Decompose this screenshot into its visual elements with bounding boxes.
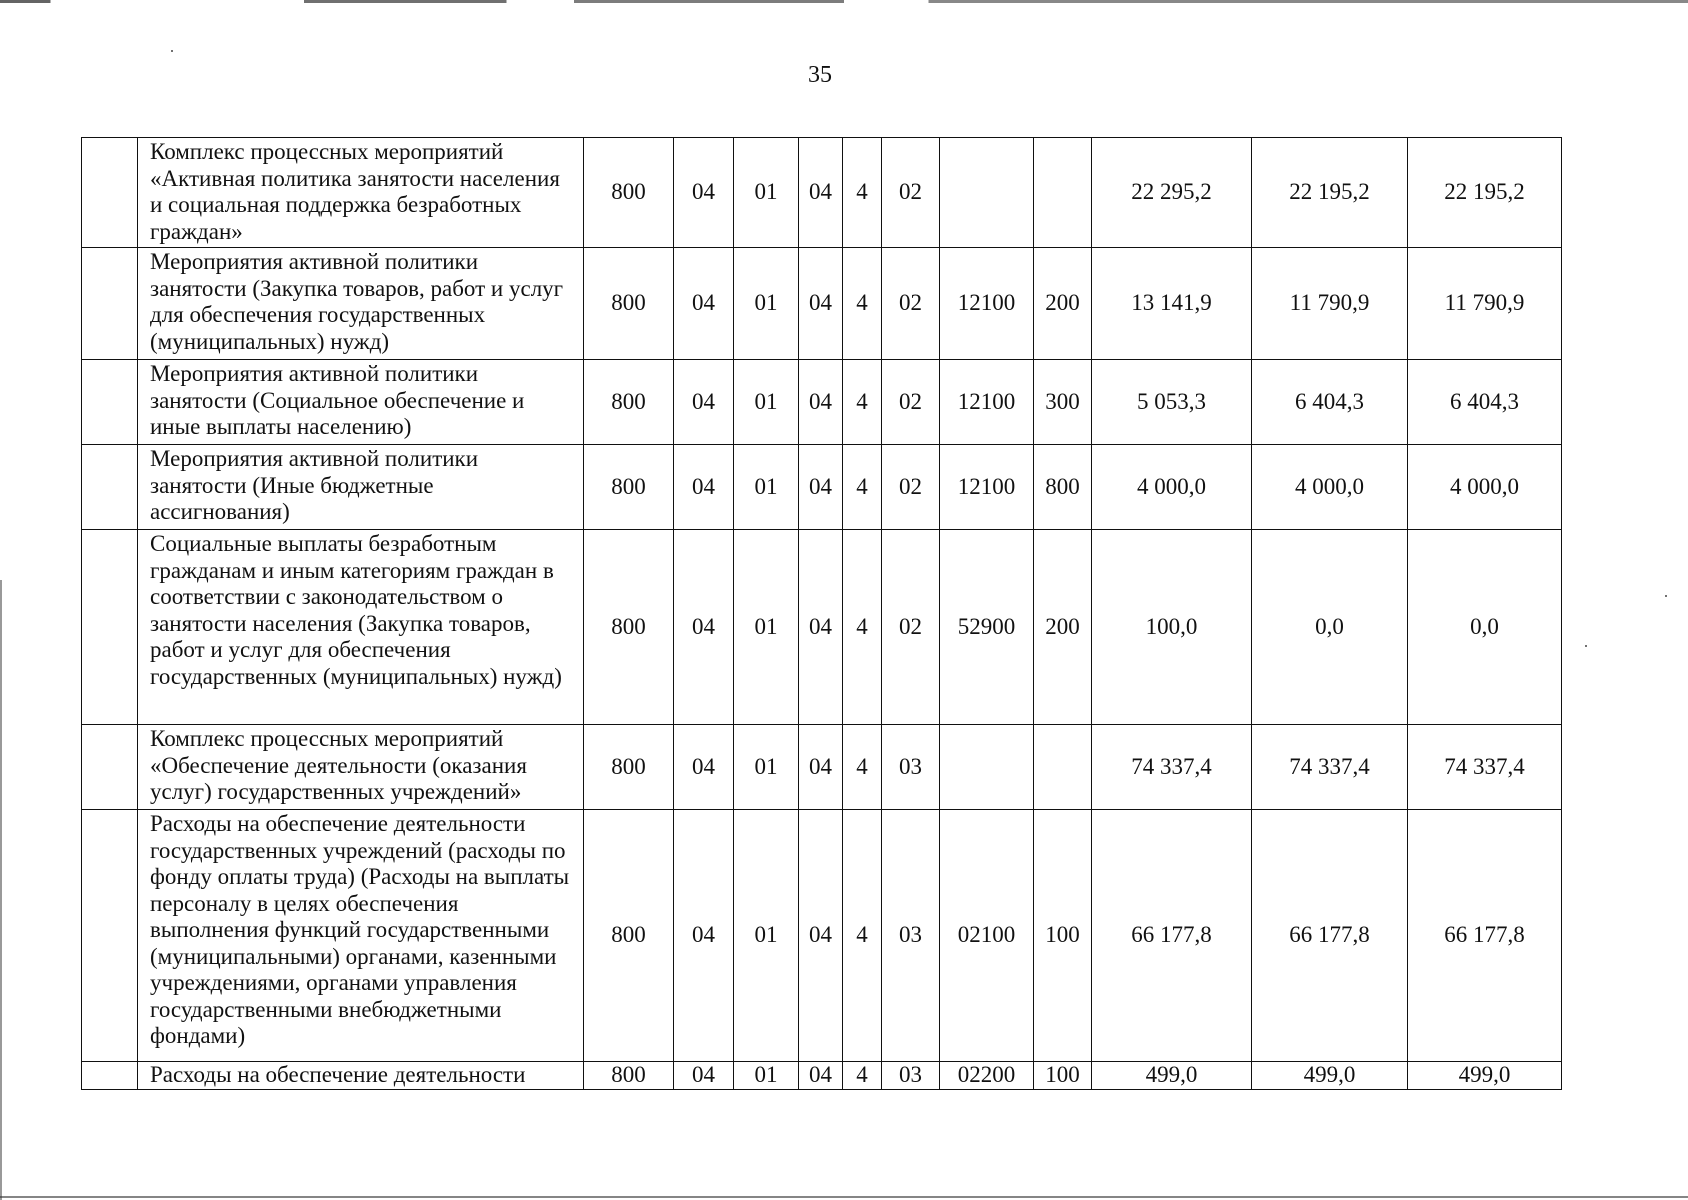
expense-name-cell: Расходы на обеспечение деятельности bbox=[138, 1062, 584, 1090]
subprogram-code-cell: 4 bbox=[843, 1062, 882, 1090]
section-code-cell: 04 bbox=[674, 530, 734, 725]
subsection-code-cell: 01 bbox=[734, 725, 799, 810]
subprogram-code-cell: 4 bbox=[843, 360, 882, 445]
table-row bbox=[82, 248, 1562, 360]
row-index-cell bbox=[82, 248, 138, 360]
amount-year3-cell: 499,0 bbox=[1408, 1062, 1562, 1090]
ministry-code-cell: 800 bbox=[584, 725, 674, 810]
scan-edge-left bbox=[0, 580, 2, 1200]
direction-code-cell: 52900 bbox=[940, 530, 1034, 725]
program-code-cell: 04 bbox=[799, 725, 843, 810]
row-index-cell bbox=[82, 360, 138, 445]
section-code-cell: 04 bbox=[674, 810, 734, 1062]
budget-table bbox=[81, 137, 1562, 1090]
row-index-cell bbox=[82, 530, 138, 725]
section-code-cell: 04 bbox=[674, 725, 734, 810]
page-number: 35 bbox=[808, 62, 832, 88]
section-code-cell: 04 bbox=[674, 360, 734, 445]
scan-speck bbox=[1665, 595, 1667, 597]
program-code-cell: 04 bbox=[799, 530, 843, 725]
amount-year3-cell: 22 195,2 bbox=[1408, 138, 1562, 248]
amount-year3-cell: 0,0 bbox=[1408, 530, 1562, 725]
amount-year3-cell: 6 404,3 bbox=[1408, 360, 1562, 445]
scan-speck bbox=[171, 50, 173, 52]
subprogram-code-cell: 4 bbox=[843, 138, 882, 248]
amount-year1-cell: 13 141,9 bbox=[1092, 248, 1252, 360]
event-code-cell: 02 bbox=[882, 445, 940, 530]
amount-year3-cell: 74 337,4 bbox=[1408, 725, 1562, 810]
amount-year1-cell: 22 295,2 bbox=[1092, 138, 1252, 248]
ministry-code-cell: 800 bbox=[584, 360, 674, 445]
subsection-code-cell: 01 bbox=[734, 360, 799, 445]
subsection-code-cell: 01 bbox=[734, 530, 799, 725]
row-index-cell bbox=[82, 725, 138, 810]
expense-name-cell: Комплекс процессных мероприятий «Обеспечение деятельности (оказания услуг) государственных учреждений» bbox=[138, 725, 584, 810]
expense-type-cell: 300 bbox=[1034, 360, 1092, 445]
subprogram-code-cell: 4 bbox=[843, 530, 882, 725]
subsection-code-cell: 01 bbox=[734, 445, 799, 530]
amount-year1-cell: 5 053,3 bbox=[1092, 360, 1252, 445]
expense-name-cell: Мероприятия активной политики занятости (Закупка товаров, работ и услуг для обеспечения государственных (муниципальных) нужд) bbox=[138, 248, 584, 360]
event-code-cell: 03 bbox=[882, 1062, 940, 1090]
subprogram-code-cell: 4 bbox=[843, 810, 882, 1062]
program-code-cell: 04 bbox=[799, 1062, 843, 1090]
section-code-cell: 04 bbox=[674, 445, 734, 530]
section-code-cell: 04 bbox=[674, 248, 734, 360]
expense-type-cell: 800 bbox=[1034, 445, 1092, 530]
event-code-cell: 02 bbox=[882, 530, 940, 725]
ministry-code-cell: 800 bbox=[584, 138, 674, 248]
table-row bbox=[82, 725, 1562, 810]
row-index-cell bbox=[82, 138, 138, 248]
section-code-cell: 04 bbox=[674, 1062, 734, 1090]
subsection-code-cell: 01 bbox=[734, 810, 799, 1062]
row-index-cell bbox=[82, 810, 138, 1062]
event-code-cell: 03 bbox=[882, 810, 940, 1062]
amount-year3-cell: 11 790,9 bbox=[1408, 248, 1562, 360]
amount-year2-cell: 0,0 bbox=[1252, 530, 1408, 725]
expense-name-cell: Комплекс процессных мероприятий «Активная политика занятости населения и социальная поддержка безработных граждан» bbox=[138, 138, 584, 248]
row-index-cell bbox=[82, 1062, 138, 1090]
subsection-code-cell: 01 bbox=[734, 248, 799, 360]
table-row bbox=[82, 445, 1562, 530]
subsection-code-cell: 01 bbox=[734, 1062, 799, 1090]
amount-year2-cell: 4 000,0 bbox=[1252, 445, 1408, 530]
scan-speck bbox=[1585, 645, 1587, 647]
event-code-cell: 02 bbox=[882, 248, 940, 360]
amount-year2-cell: 6 404,3 bbox=[1252, 360, 1408, 445]
row-index-cell bbox=[82, 445, 138, 530]
amount-year2-cell: 74 337,4 bbox=[1252, 725, 1408, 810]
amount-year2-cell: 11 790,9 bbox=[1252, 248, 1408, 360]
direction-code-cell bbox=[940, 725, 1034, 810]
program-code-cell: 04 bbox=[799, 360, 843, 445]
program-code-cell: 04 bbox=[799, 138, 843, 248]
amount-year2-cell: 22 195,2 bbox=[1252, 138, 1408, 248]
table-row bbox=[82, 1062, 1562, 1090]
expense-name-cell: Мероприятия активной политики занятости (Иные бюджетные ассигнования) bbox=[138, 445, 584, 530]
ministry-code-cell: 800 bbox=[584, 1062, 674, 1090]
subprogram-code-cell: 4 bbox=[843, 248, 882, 360]
expense-type-cell: 100 bbox=[1034, 810, 1092, 1062]
ministry-code-cell: 800 bbox=[584, 248, 674, 360]
event-code-cell: 03 bbox=[882, 725, 940, 810]
program-code-cell: 04 bbox=[799, 445, 843, 530]
table-row bbox=[82, 360, 1562, 445]
ministry-code-cell: 800 bbox=[584, 810, 674, 1062]
expense-type-cell: 100 bbox=[1034, 1062, 1092, 1090]
table-row bbox=[82, 810, 1562, 1062]
amount-year3-cell: 66 177,8 bbox=[1408, 810, 1562, 1062]
amount-year2-cell: 499,0 bbox=[1252, 1062, 1408, 1090]
event-code-cell: 02 bbox=[882, 138, 940, 248]
amount-year2-cell: 66 177,8 bbox=[1252, 810, 1408, 1062]
amount-year1-cell: 66 177,8 bbox=[1092, 810, 1252, 1062]
section-code-cell: 04 bbox=[674, 138, 734, 248]
program-code-cell: 04 bbox=[799, 810, 843, 1062]
direction-code-cell: 02200 bbox=[940, 1062, 1034, 1090]
subprogram-code-cell: 4 bbox=[843, 725, 882, 810]
program-code-cell: 04 bbox=[799, 248, 843, 360]
expense-type-cell: 200 bbox=[1034, 248, 1092, 360]
direction-code-cell: 12100 bbox=[940, 248, 1034, 360]
ministry-code-cell: 800 bbox=[584, 445, 674, 530]
expense-name-cell: Социальные выплаты безработным гражданам и иным категориям граждан в соответствии с законодательством о занятости населения (Закупка товаров, работ и услуг для обеспечения государственных (муниципальных) нужд) bbox=[138, 530, 584, 725]
amount-year1-cell: 499,0 bbox=[1092, 1062, 1252, 1090]
expense-type-cell bbox=[1034, 725, 1092, 810]
expense-type-cell: 200 bbox=[1034, 530, 1092, 725]
table-row bbox=[82, 138, 1562, 248]
direction-code-cell: 02100 bbox=[940, 810, 1034, 1062]
direction-code-cell: 12100 bbox=[940, 445, 1034, 530]
expense-name-cell: Мероприятия активной политики занятости (Социальное обеспечение и иные выплаты населению) bbox=[138, 360, 584, 445]
scan-edge-bottom bbox=[0, 1196, 1688, 1198]
subprogram-code-cell: 4 bbox=[843, 445, 882, 530]
event-code-cell: 02 bbox=[882, 360, 940, 445]
amount-year1-cell: 4 000,0 bbox=[1092, 445, 1252, 530]
expense-type-cell bbox=[1034, 138, 1092, 248]
amount-year3-cell: 4 000,0 bbox=[1408, 445, 1562, 530]
scan-edge-top bbox=[0, 0, 1688, 3]
expense-name-cell: Расходы на обеспечение деятельности государственных учреждений (расходы по фонду оплаты труда) (Расходы на выплаты персоналу в целях обеспечения выполнения функций государственными (муниципальными) органами, казенными учреждениями, органами управления государственными внебюджетными фондами) bbox=[138, 810, 584, 1062]
direction-code-cell: 12100 bbox=[940, 360, 1034, 445]
direction-code-cell bbox=[940, 138, 1034, 248]
amount-year1-cell: 100,0 bbox=[1092, 530, 1252, 725]
table-row bbox=[82, 530, 1562, 725]
amount-year1-cell: 74 337,4 bbox=[1092, 725, 1252, 810]
subsection-code-cell: 01 bbox=[734, 138, 799, 248]
ministry-code-cell: 800 bbox=[584, 530, 674, 725]
